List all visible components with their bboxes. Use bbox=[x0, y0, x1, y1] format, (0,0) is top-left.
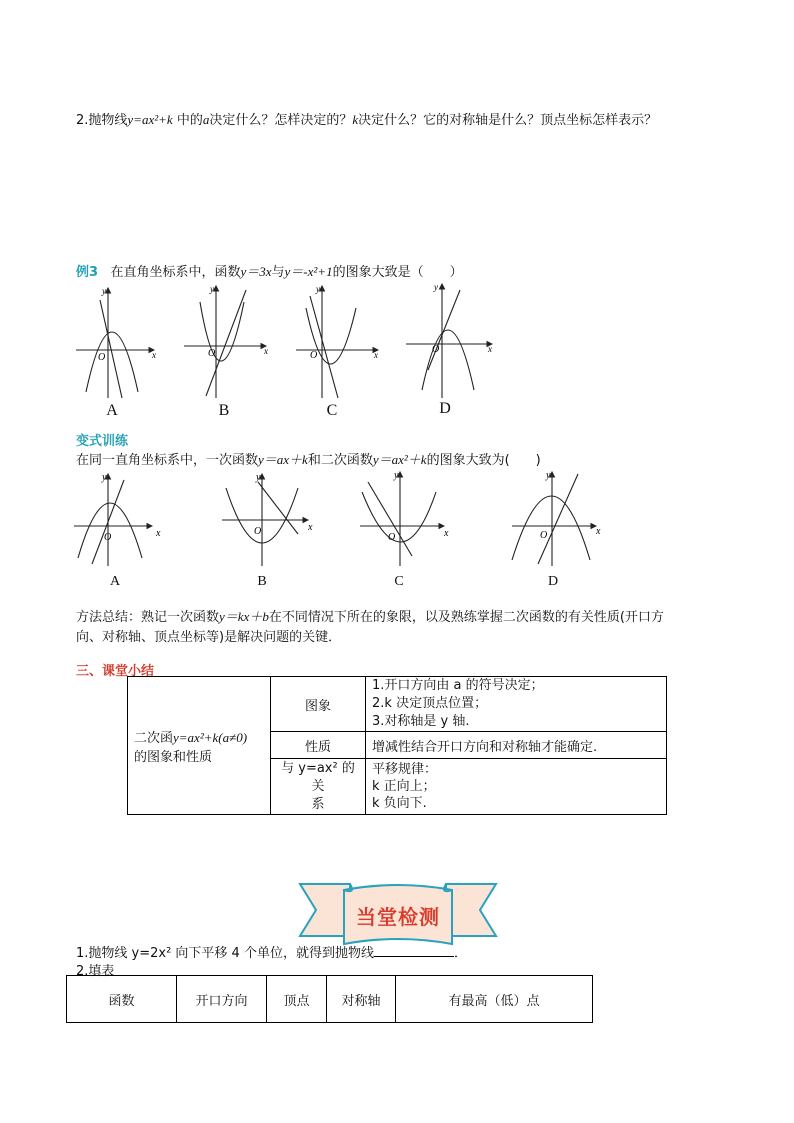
summary-left-a: 二次函 bbox=[134, 730, 174, 746]
q2-prefix: 2.抛物线 bbox=[76, 113, 128, 128]
variant-text3: 的图象大致为( ) bbox=[426, 453, 541, 468]
example-3-tail: 的图象大致是（ ） bbox=[332, 265, 463, 280]
check-q1-text: 1.抛物线 y=2x² 向下平移 4 个单位，就得到抛物线 bbox=[76, 946, 374, 961]
option-d-label: D bbox=[439, 400, 451, 417]
summary-row2-content: 增减性结合开口方向和对称轴才能确定. bbox=[366, 732, 667, 759]
example-3-text: 在直角坐标系中，函数 bbox=[110, 265, 241, 280]
variant-option-a: A bbox=[109, 574, 121, 589]
q2-post2: 决定什么？它的对称轴是什么？顶点坐标怎样表示？ bbox=[358, 113, 658, 128]
check-banner bbox=[298, 876, 498, 952]
q2-k: k bbox=[352, 112, 359, 127]
example-3-f1: y＝3x bbox=[240, 264, 272, 279]
summary-row3-line2: k 正向上； bbox=[372, 779, 436, 794]
svg-text:y: y bbox=[546, 470, 551, 481]
summary-row3-line1: 平移规律： bbox=[372, 762, 438, 777]
q2-post1: 决定什么？怎样决定的？ bbox=[209, 113, 353, 128]
q2-formula: y=ax²+k bbox=[127, 112, 173, 127]
variant-question bbox=[76, 449, 541, 468]
svg-text:O: O bbox=[254, 526, 262, 537]
summary-row1-line1: 1.开口方向由 a 的符号决定； bbox=[372, 678, 544, 693]
variant-figures bbox=[72, 468, 612, 589]
fill-header-axis: 对称轴 bbox=[327, 976, 396, 1023]
svg-text:O: O bbox=[98, 352, 106, 363]
method-formula: y＝kx＋b bbox=[219, 609, 269, 624]
fill-header-opening: 开口方向 bbox=[177, 976, 267, 1023]
check-q1-blank[interactable] bbox=[374, 944, 454, 957]
svg-text:x: x bbox=[596, 526, 601, 537]
example-3-figures bbox=[72, 280, 502, 419]
svg-text:y: y bbox=[256, 472, 261, 483]
example-3-and: 与 bbox=[271, 265, 285, 280]
graph-a bbox=[76, 288, 154, 398]
svg-text:y: y bbox=[316, 284, 320, 294]
fill-header-extreme: 有最高（低）点 bbox=[396, 976, 593, 1023]
summary-table bbox=[127, 676, 667, 815]
method-text-a: 方法总结：熟记一次函数 bbox=[76, 610, 220, 625]
variant-graph-d bbox=[512, 472, 596, 566]
variant-f2: y＝ax²＋k bbox=[372, 452, 427, 467]
summary-left-cell bbox=[128, 677, 271, 815]
option-b-label: B bbox=[218, 402, 230, 419]
svg-text:x: x bbox=[488, 344, 492, 354]
summary-row1-content bbox=[366, 677, 667, 732]
variant-option-c: C bbox=[394, 574, 404, 589]
variant-graph-c bbox=[360, 472, 444, 566]
svg-text:y: y bbox=[210, 284, 214, 294]
svg-text:O: O bbox=[432, 344, 440, 355]
banner-text: 当堂检测 bbox=[356, 905, 440, 929]
svg-text:O: O bbox=[540, 530, 548, 541]
q2-a: a bbox=[202, 112, 210, 127]
variant-text2: 和二次函数 bbox=[307, 453, 373, 468]
variant-graph-b bbox=[222, 474, 308, 566]
svg-text:x: x bbox=[264, 346, 268, 356]
example-3 bbox=[76, 261, 463, 280]
method-line-1 bbox=[76, 606, 664, 625]
svg-text:O: O bbox=[208, 348, 216, 359]
variant-title: 变式训练 bbox=[76, 434, 129, 449]
variant-f1: y＝ax＋k bbox=[258, 452, 308, 467]
option-a-label: A bbox=[106, 402, 118, 419]
svg-text:y: y bbox=[102, 286, 106, 296]
svg-text:x: x bbox=[374, 350, 378, 360]
summary-row1-label: 图象 bbox=[271, 677, 366, 732]
graph-d bbox=[406, 284, 492, 398]
svg-text:x: x bbox=[308, 522, 313, 533]
summary-row3-content bbox=[366, 759, 667, 815]
summary-row3-line3: k 负向下. bbox=[372, 796, 427, 811]
fill-table bbox=[66, 975, 593, 1023]
svg-text:O: O bbox=[310, 350, 318, 361]
method-line-2: 向、对称轴、顶点坐标等)是解决问题的关键． bbox=[76, 630, 342, 645]
fill-header-function: 函数 bbox=[67, 976, 177, 1023]
svg-text:x: x bbox=[156, 528, 161, 539]
variant-option-b: B bbox=[257, 574, 267, 589]
graph-c bbox=[296, 286, 378, 398]
summary-row3-label-b: 系 bbox=[311, 796, 325, 812]
graph-b bbox=[184, 286, 266, 398]
svg-text:O: O bbox=[388, 532, 396, 543]
summary-row1-line3: 3.对称轴是 y 轴. bbox=[372, 714, 470, 729]
summary-left-formula: y=ax²+k(a≠0) bbox=[173, 729, 248, 745]
variant-graphs bbox=[72, 468, 612, 568]
svg-text:y: y bbox=[394, 470, 399, 481]
fill-header-vertex: 顶点 bbox=[267, 976, 327, 1023]
svg-text:x: x bbox=[152, 350, 156, 360]
summary-row1-line2: 2.k 决定顶点位置； bbox=[372, 696, 488, 711]
summary-row3-label bbox=[271, 759, 366, 815]
question-2 bbox=[76, 109, 657, 128]
method-text-b: 在不同情况下所在的象限，以及熟练掌握二次函数的有关性质(开口方 bbox=[268, 610, 664, 625]
variant-option-d: D bbox=[547, 574, 559, 589]
variant-graph-a bbox=[74, 474, 152, 566]
example-3-f2: y＝-x²+1 bbox=[284, 264, 333, 279]
option-c-label: C bbox=[326, 402, 338, 419]
svg-text:O: O bbox=[104, 532, 112, 543]
check-q1-end: ． bbox=[453, 946, 467, 961]
summary-row3-label-a: 与 y=ax² 的关 bbox=[281, 760, 355, 794]
example-3-graphs bbox=[72, 280, 502, 400]
q2-mid: 中的 bbox=[176, 113, 203, 128]
summary-left-b: 的图象和性质 bbox=[134, 749, 213, 765]
svg-text:y: y bbox=[434, 282, 438, 292]
check-q1 bbox=[76, 942, 467, 961]
variant-text1: 在同一直角坐标系中，一次函数 bbox=[76, 453, 259, 468]
example-3-label: 例3 bbox=[76, 265, 99, 280]
svg-text:y: y bbox=[102, 472, 107, 483]
svg-text:x: x bbox=[444, 528, 449, 539]
summary-heading: 三、课堂小结 bbox=[76, 664, 155, 679]
summary-row2-label: 性质 bbox=[271, 732, 366, 759]
check-q2: 2.填表 bbox=[76, 964, 115, 979]
